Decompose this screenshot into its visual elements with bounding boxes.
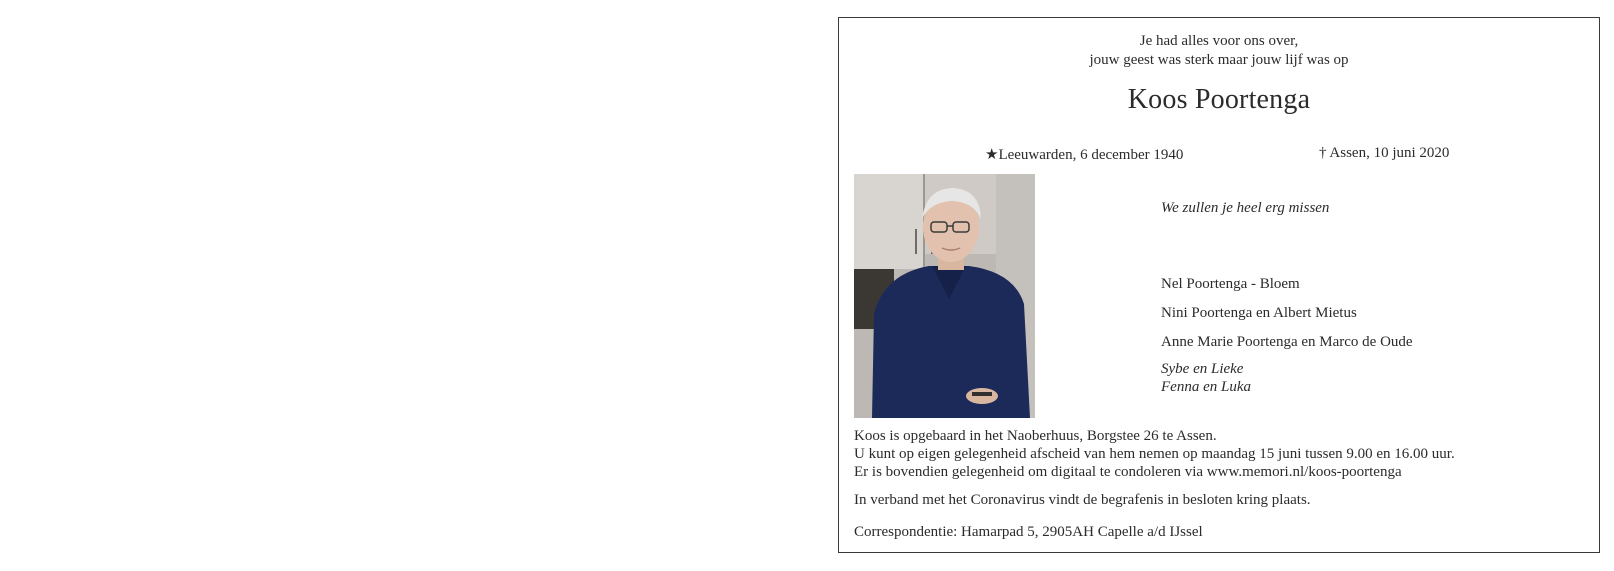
info-line: Koos is opgebaard in het Naoberhuus, Borgstee 26 te Assen. [854,428,1217,444]
death-line: † Assen, 10 juni 2020 [1319,145,1450,161]
deceased-name: Koos Poortenga [1127,84,1311,115]
birth-line [985,145,1183,164]
portrait-image [854,174,1035,418]
correspondence-address: Correspondentie: Hamarpad 5, 2905AH Capelle a/d IJssel [854,524,1203,540]
portrait-photo [854,174,1035,418]
grandchildren: Fenna en Luka [1161,379,1251,395]
info-line: U kunt op eigen gelegenheid afscheid van hem nemen op maandag 15 juni tussen 9.00 en 16.00 uur. [854,446,1455,462]
family-member: Nini Poortenga en Albert Mietus [1161,305,1357,321]
family-list [1161,273,1413,396]
tagline: We zullen je heel erg missen [1161,200,1330,216]
grandchildren: Sybe en Lieke [1161,361,1244,377]
poem-line: jouw geest was sterk maar jouw lijf was op [1089,52,1349,68]
info-line: Er is bovendien gelegenheid om digitaal te condoleren via www.memori.nl/koos-poortenga [854,464,1402,480]
birth-text: Leeuwarden, 6 december 1940 [998,147,1184,163]
family-member: Nel Poortenga - Bloem [1161,276,1300,292]
family-member: Anne Marie Poortenga en Marco de Oude [1161,334,1413,350]
obituary-card [838,17,1600,553]
visitation-info [854,427,1455,481]
corona-notice: In verband met het Coronavirus vindt de begrafenis in besloten kring plaats. [854,492,1311,508]
poem-line: Je had alles voor ons over, [1139,33,1299,49]
poem [839,32,1599,70]
star-icon: ★ [985,147,999,163]
